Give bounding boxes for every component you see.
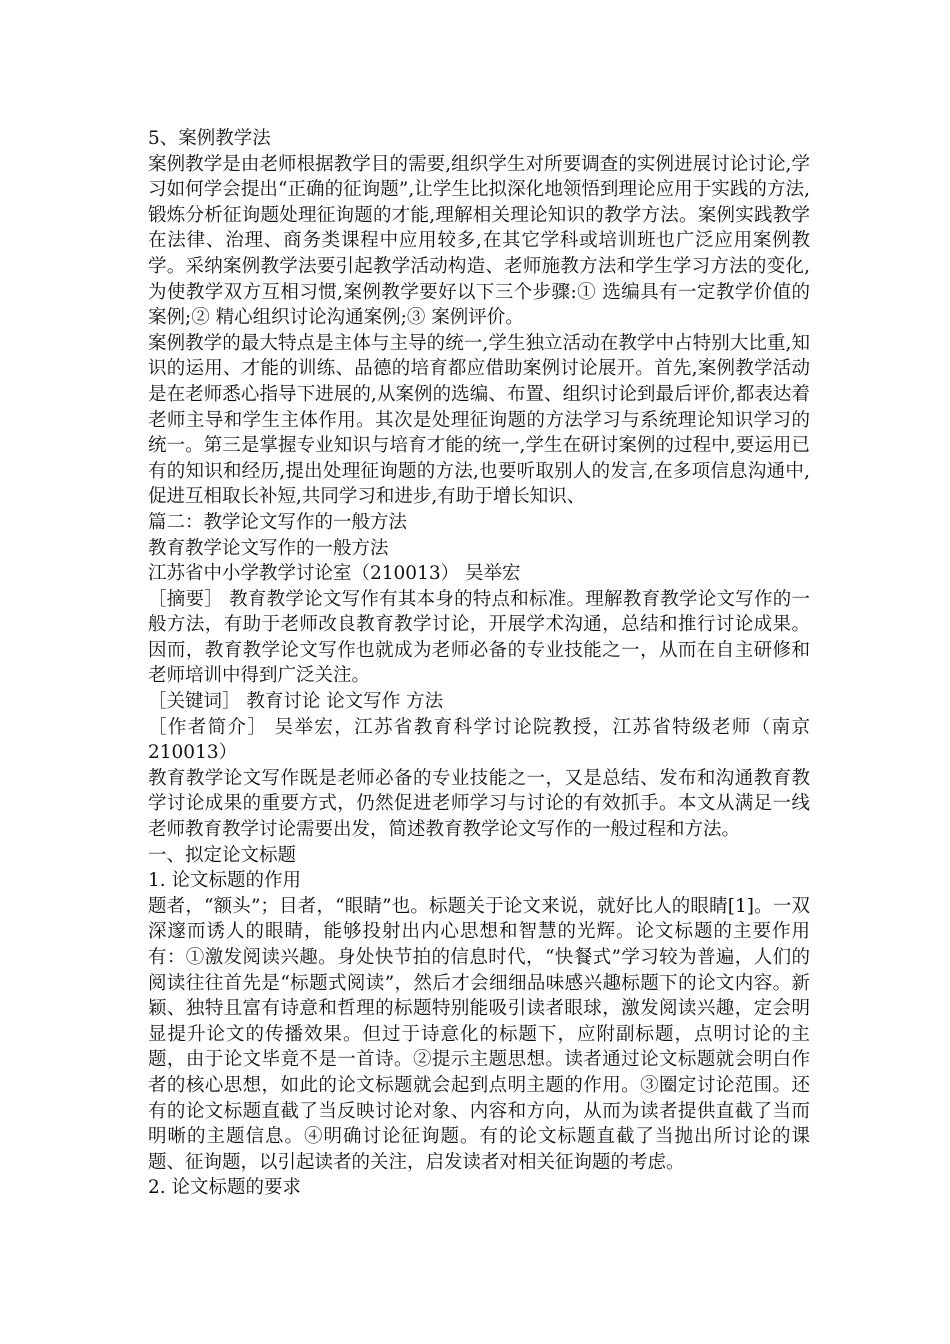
section-heading: 一、拟定论文标题 bbox=[148, 844, 297, 866]
subsection-heading: 2. 论文标题的要求 bbox=[148, 1177, 302, 1199]
subsection-heading: 1. 论文标题的作用 bbox=[148, 870, 302, 892]
article-title: 教育教学论文写作的一般方法 bbox=[148, 537, 389, 559]
abstract: ［摘要］ 教育教学论文写作有其本身的特点和标准。理解教育教学论文写作的一般方法，有助于老师改良教育教学讨论，开展学术沟通，总结和推行讨论成果。因而，教育教学论文写作也就成为老师必备的专业技能之一，从而在自主研修和老师培训中得到广泛关注。 bbox=[148, 588, 810, 687]
part-heading: 篇二：教学论文写作的一般方法 bbox=[148, 511, 408, 533]
body-paragraph: 教育教学论文写作既是老师必备的专业技能之一，又是总结、发布和沟通教育教学讨论成果的重要方式，仍然促进老师学习与讨论的有效抓手。本文从满足一线老师教育教学讨论需要出发，简述教育教学论文写作的一般过程和方法。 bbox=[148, 767, 810, 841]
body-paragraph: 案例教学是由老师根据教学目的需要,组织学生对所要调查的实例进展讨论讨论,学习如何学会提出“正确的征询题”,让学生比拟深化地领悟到理论应用于实践的方法,锻炼分析征询题处理征询题的才能,理解相关理论知识的教学方法。案例实践教学在法律、治理、商务类课程中应用较多,在其它学科或培训班也广泛应用案例教学。采纳案例教学法要引起教学活动构造、老师施教方法和学生学习方法的变化,为使教学双方互相习惯,案例教学要好以下三个步骤:① 选编具有一定教学价值的案例;② 精心组织讨论沟通案例;③ 案例评价。 bbox=[148, 153, 810, 329]
body-paragraph: 案例教学的最大特点是主体与主导的统一,学生独立活动在教学中占特别大比重,知识的运用、才能的训练、品德的培育都应借助案例讨论展开。首先,案例教学活动是在老师悉心指导下进展的,从案例的选编、布置、组织讨论到最后评价,都表达着老师主导和学生主体作用。其次是处理征询题的方法学习与系统理论知识学习的统一。第三是掌握专业知识与培育才能的统一,学生在研讨案例的过程中,要运用已有的知识和经历,提出处理征询题的方法,也要听取别人的发言,在多项信息沟通中,促进互相取长补短,共同学习和进步,有助于增长知识、 bbox=[148, 332, 810, 508]
document-page bbox=[148, 126, 810, 1201]
keywords: ［关键词］ 教育讨论 论文写作 方法 bbox=[148, 691, 444, 713]
author-line: 江苏省中小学教学讨论室（210013） 吴举宏 bbox=[148, 563, 521, 585]
body-paragraph: 题者，“额头”；目者，“眼睛”也。标题关于论文来说，就好比人的眼睛[1]。一双深邃而诱人的眼睛，能够投射出内心思想和智慧的光辉。论文标题的主要作用有：①激发阅读兴趣。身处快节拍的信息时代，“快餐式”学习较为普遍，人们的阅读往往首先是“标题式阅读”，然后才会细细品味感兴趣标题下的论文内容。新颖、独特且富有诗意和哲理的标题特别能吸引读者眼球，激发阅读兴趣，定会明显提升论文的传播效果。但过于诗意化的标题下，应附副标题，点明讨论的主题，由于论文毕竟不是一首诗。②提示主题思想。读者通过论文标题就会明白作者的核心思想，如此的论文标题就会起到点明主题的作用。③圈定讨论范围。还有的论文标题直截了当反映讨论对象、内容和方向，从而为读者提供直截了当而明晰的主题信息。④明确讨论征询题。有的论文标题直截了当抛出所讨论的课题、征询题，以引起读者的关注，启发读者对相关征询题的考虑。 bbox=[148, 895, 810, 1173]
author-bio: ［作者简介］ 吴举宏，江苏省教育科学讨论院教授，江苏省特级老师（南京 210013） bbox=[148, 716, 810, 764]
section-heading-case-teaching: 5、案例教学法 bbox=[148, 128, 271, 149]
